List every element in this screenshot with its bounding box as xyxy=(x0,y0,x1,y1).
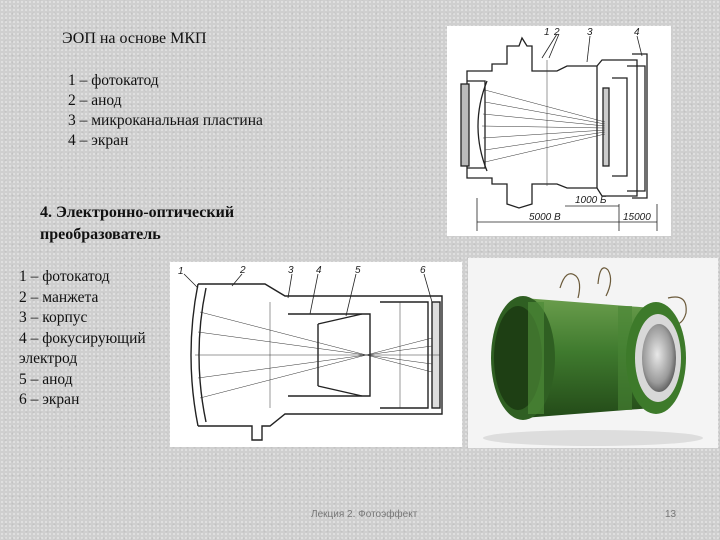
diagram-label: 5 xyxy=(355,265,361,276)
mcp-intensifier-diagram xyxy=(447,26,671,236)
page-number: 13 xyxy=(665,509,677,520)
diagram-label: 3 xyxy=(587,27,593,38)
mcp-diagram-drawing xyxy=(447,26,671,236)
diagram-label: 1 xyxy=(178,266,184,277)
diagram-label: 3 xyxy=(288,265,294,276)
diagram-label: 6 xyxy=(420,265,426,276)
legend-item: 1 – фотокатод xyxy=(68,72,159,89)
tube-illustration xyxy=(468,258,718,448)
legend-item: 3 – микроканальная пластина xyxy=(68,112,263,129)
eoc-diagram xyxy=(170,262,462,447)
section2-title-line: 4. Электронно-оптический xyxy=(40,204,235,221)
diagram-label: 4 xyxy=(316,265,322,276)
legend-item: электрод xyxy=(19,350,78,367)
section1-title: ЭОП на основе МКП xyxy=(62,30,207,47)
diagram-label: 2 xyxy=(554,27,560,38)
section2-title-line: преобразователь xyxy=(40,226,161,243)
section2-legend xyxy=(19,267,179,411)
legend-item: 2 – анод xyxy=(68,92,122,109)
legend-item: 4 – фокусирующий xyxy=(19,329,146,347)
diagram-label: 4 xyxy=(634,27,640,38)
section1-legend xyxy=(68,71,263,151)
legend-item: 1 – фотокатод xyxy=(19,268,110,285)
section2-title xyxy=(40,202,280,246)
dimension-label: 1000 Б xyxy=(575,195,607,206)
legend-item: 4 – экран xyxy=(68,132,129,149)
legend-item: 2 – манжета xyxy=(19,288,99,306)
diagram-label: 2 xyxy=(240,265,246,276)
image-converter-photo xyxy=(468,258,718,448)
dimension-label: 5000 В xyxy=(529,212,561,223)
legend-item: 3 – корпус xyxy=(19,309,88,326)
legend-item: 6 – экран xyxy=(19,391,80,408)
diagram-label: 1 xyxy=(544,27,550,38)
dimension-label: 15000 xyxy=(623,212,651,223)
footer-text: Лекция 2. Фотоэффект xyxy=(311,509,418,520)
eoc-diagram-drawing xyxy=(170,262,462,447)
legend-item: 5 – анод xyxy=(19,370,73,388)
